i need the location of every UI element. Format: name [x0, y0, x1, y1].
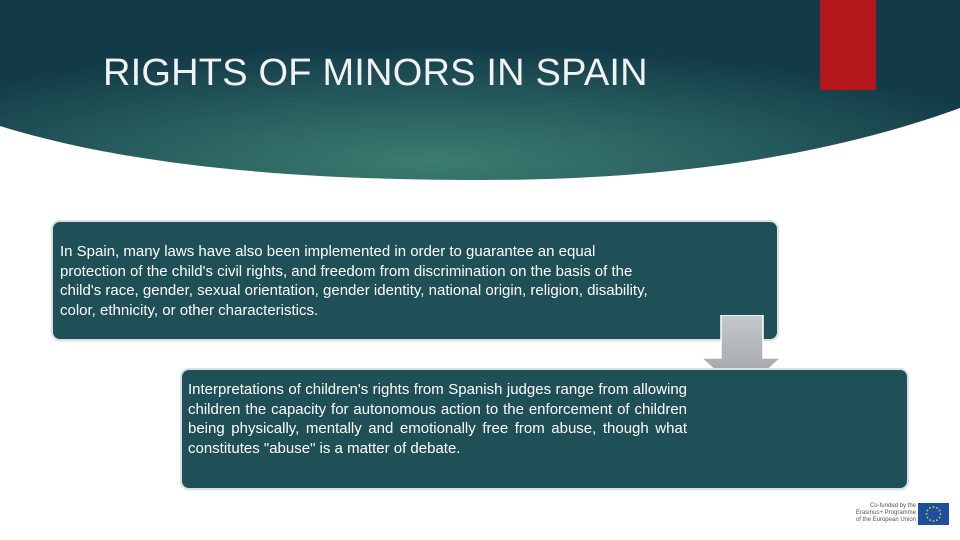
erasmus-logo — [806, 500, 960, 540]
slide-title: RIGHTS OF MINORS IN SPAIN — [103, 52, 648, 94]
logo-line-1: Co-funded by the — [869, 503, 916, 509]
text-box-laws — [53, 222, 777, 339]
logo-line-3: of the European Union — [855, 517, 916, 523]
erasmus-logo-text — [842, 503, 916, 524]
logo-line-2: Erasmus+ Programme — [855, 510, 916, 516]
text-box-judges — [182, 370, 907, 488]
accent-bar — [820, 0, 876, 90]
header-band — [0, 0, 960, 190]
laws-paragraph: In Spain, many laws have also been implemented in order to guarantee an equal protection of the child's civil rights, and freedom from discrimination on the basis of the child's race, gender, sexual orientation, gender identity, national origin, religion, disability, color, ethnicity, or other characteristics. — [60, 243, 648, 319]
eu-flag-icon — [918, 503, 949, 525]
judges-paragraph: Interpretations of children's rights from Spanish judges range from allowing children the capacity for autonomous action to the enforcement of children being physically, mentally and emotionally free from abuse, though what constitutes "abuse" is a matter of debate. — [188, 381, 687, 457]
